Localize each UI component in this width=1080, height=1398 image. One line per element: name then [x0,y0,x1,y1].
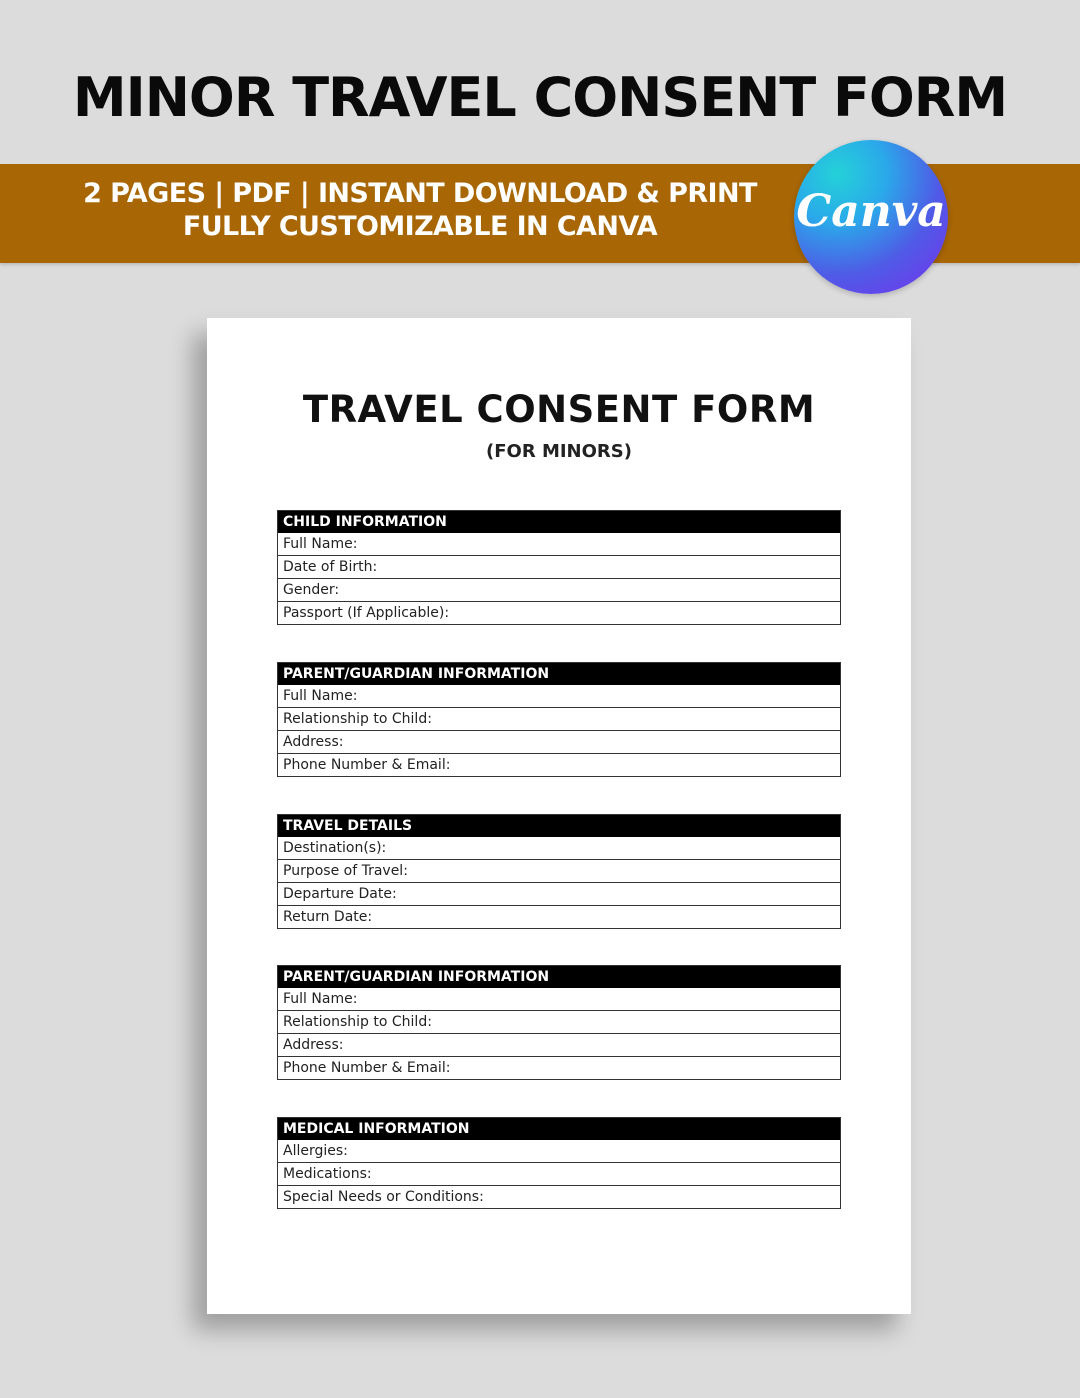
section-fields [278,837,840,928]
field-row[interactable]: Gender: [278,578,840,601]
field-row[interactable]: Full Name: [283,688,358,704]
canva-logo-badge [794,140,948,294]
section-child-information [277,510,841,625]
section-fields [278,533,840,624]
field-row[interactable]: Address: [278,1033,840,1056]
field-row[interactable]: Phone Number & Email: [278,753,840,776]
section-fields [278,1140,840,1208]
field-row[interactable]: Full Name: [283,536,358,552]
field-row[interactable]: Purpose of Travel: [278,859,840,882]
field-row[interactable]: Return Date: [278,905,840,928]
form-subtitle: (FOR MINORS) [486,441,632,462]
section-parent-guardian-information-2 [277,965,841,1080]
form-document-preview [207,318,911,1314]
page-title: MINOR TRAVEL CONSENT FORM [72,66,1008,129]
field-row[interactable]: Allergies: [283,1143,348,1159]
section-header: CHILD INFORMATION [278,511,840,533]
section-medical-information [277,1117,841,1209]
field-row[interactable]: Departure Date: [278,882,840,905]
field-row[interactable]: Passport (If Applicable): [278,601,840,624]
banner-customizable-text: FULLY CUSTOMIZABLE IN CANVA [182,211,658,242]
field-row[interactable]: Medications: [278,1162,840,1185]
section-header: PARENT/GUARDIAN INFORMATION [278,663,840,685]
section-header: PARENT/GUARDIAN INFORMATION [278,966,840,988]
section-fields [278,685,840,776]
section-parent-guardian-information [277,662,841,777]
field-row[interactable]: Address: [278,730,840,753]
field-row[interactable]: Relationship to Child: [278,1010,840,1033]
section-travel-details [277,814,841,929]
canva-logo-text: Canva [796,186,946,237]
banner-features-text: 2 PAGES | PDF | INSTANT DOWNLOAD & PRINT [83,178,757,209]
field-row[interactable]: Destination(s): [283,840,387,856]
field-row[interactable]: Full Name: [283,991,358,1007]
field-row[interactable]: Special Needs or Conditions: [278,1185,840,1208]
section-header: MEDICAL INFORMATION [278,1118,840,1140]
form-title: TRAVEL CONSENT FORM [302,388,816,431]
field-row[interactable]: Phone Number & Email: [278,1056,840,1079]
field-row[interactable]: Date of Birth: [278,555,840,578]
section-fields [278,988,840,1079]
section-header: TRAVEL DETAILS [278,815,840,837]
field-row[interactable]: Relationship to Child: [278,707,840,730]
